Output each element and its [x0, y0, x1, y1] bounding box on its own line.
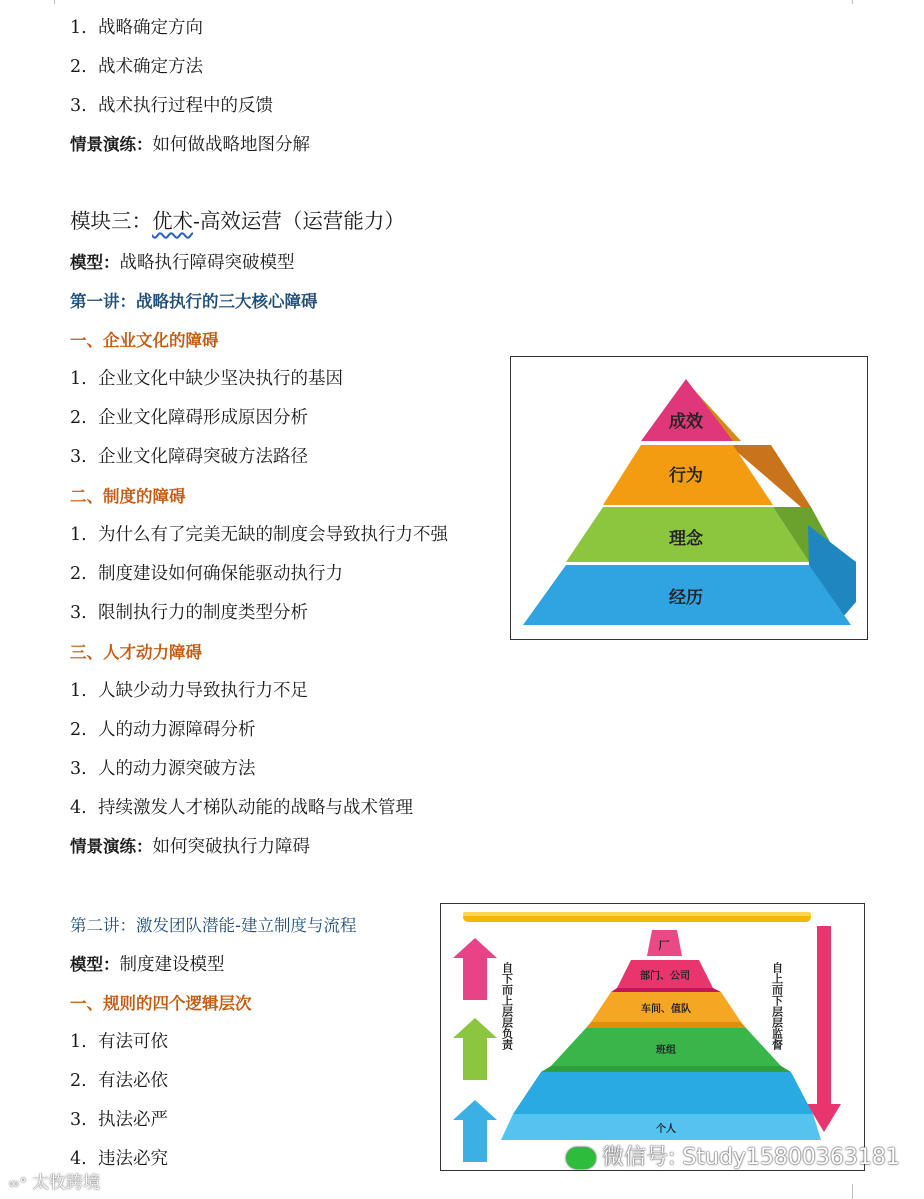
list-item: 1. 企业文化中缺少坚决执行的基因 [70, 369, 343, 389]
section-heading: 一、规则的四个逻辑层次 [70, 994, 252, 1013]
module-title: 模块三：优术-高效运营（运营能力） [70, 209, 405, 233]
pyramid-figure-1 [510, 356, 868, 640]
top-bar-highlight [463, 912, 811, 916]
list-item: 3. 执法必严 [70, 1110, 168, 1130]
drill-line: 情景演练：如何做战略地图分解 [70, 135, 310, 155]
pyramid-ledge [611, 988, 721, 992]
pyramid-label: 经历 [669, 588, 703, 608]
wechat-icon [566, 1147, 596, 1169]
pyramid-label: 厂 [658, 939, 670, 952]
section-heading: 二、制度的障碍 [70, 487, 186, 506]
list-item: 4. 违法必究 [70, 1149, 168, 1169]
down-arrow-shaft [817, 926, 831, 1108]
page-corner-mark [852, 1184, 867, 1199]
up-arrow-green-icon [453, 1018, 497, 1080]
lecture-title: 第二讲：激发团队潜能-建立制度与流程 [70, 916, 357, 935]
list-item: 1. 有法可依 [70, 1032, 168, 1052]
list-item: 2. 制度建设如何确保能驱动执行力 [70, 564, 343, 584]
pyramid-label: 个人 [656, 1124, 676, 1135]
list-item: 2. 战术确定方法 [70, 57, 203, 77]
up-arrow-blue-icon [453, 1100, 497, 1162]
pyramid-label: 部门、公司 [640, 971, 690, 982]
pyramid-label: 成效 [669, 412, 703, 432]
pyramid-label: 行为 [669, 466, 703, 486]
list-item: 3. 限制执行力的制度类型分析 [70, 603, 308, 623]
page-corner-mark [852, 0, 867, 4]
pyramid-layer-5 [513, 1072, 813, 1114]
list-item: 3. 战术执行过程中的反馈 [70, 96, 273, 116]
list-item: 2. 人的动力源障碍分析 [70, 720, 256, 740]
up-arrow-pink-icon [453, 938, 497, 1000]
vertical-label-right: 自上而下层层监督 [770, 962, 784, 1050]
pyramid-label: 车间、值队 [641, 1004, 691, 1015]
watermark-right: 微信号: Study15800363181 [566, 1140, 900, 1171]
list-item: 2. 企业文化障碍形成原因分析 [70, 408, 308, 428]
lecture-title: 第一讲：战略执行的三大核心障碍 [70, 292, 318, 311]
vertical-label-left: 自下而上层层负责 [500, 962, 514, 1050]
pyramid-graphic [511, 357, 867, 639]
list-item: 1. 战略确定方向 [70, 18, 203, 38]
pyramid-label: 理念 [669, 529, 703, 549]
list-item: 4. 持续激发人才梯队动能的战略与战术管理 [70, 798, 413, 818]
pyramid-label: 班组 [656, 1045, 676, 1056]
list-item: 1. 为什么有了完美无缺的制度会导致执行力不强 [70, 525, 448, 545]
list-item: 2. 有法必依 [70, 1071, 168, 1091]
list-item: 3. 人的动力源突破方法 [70, 759, 256, 779]
section-heading: 三、人才动力障碍 [70, 643, 202, 662]
list-item: 1. 人缺少动力导致执行力不足 [70, 681, 308, 701]
pyramid-ledge [541, 1066, 791, 1072]
list-item: 3. 企业文化障碍突破方法路径 [70, 447, 308, 467]
pyramid-ledge [586, 1022, 746, 1028]
model-line: 模型：制度建设模型 [70, 955, 225, 975]
section-heading: 一、企业文化的障碍 [70, 331, 219, 350]
logo-icon: ∞° [8, 1176, 27, 1192]
pyramid-graphic-2 [441, 904, 864, 1170]
page-corner-mark [40, 0, 55, 4]
pyramid-figure-2 [440, 903, 865, 1171]
model-line: 模型：战略执行障碍突破模型 [70, 253, 295, 273]
drill-line: 情景演练：如何突破执行力障碍 [70, 837, 310, 857]
watermark-left: ∞° 太牧跨境 [8, 1173, 101, 1193]
